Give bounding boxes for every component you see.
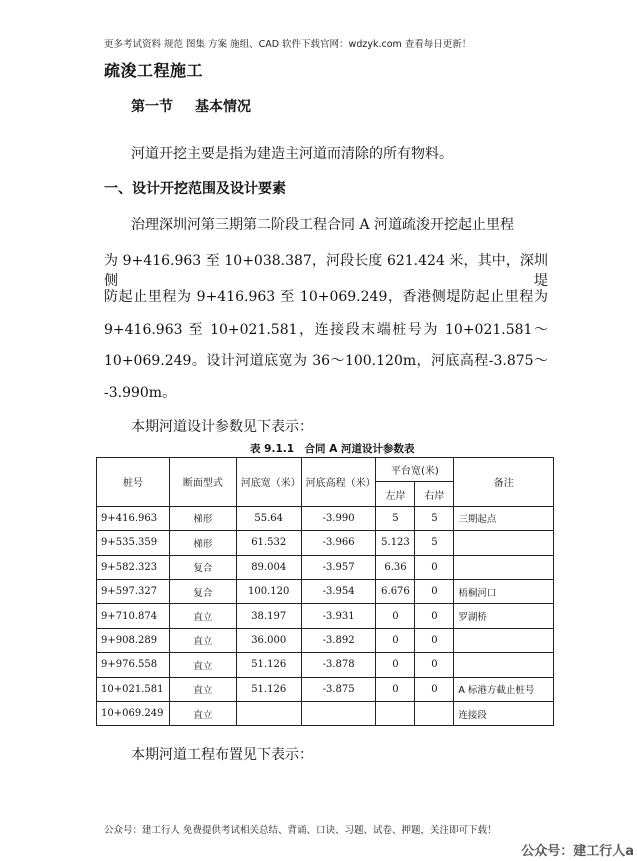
cell-section-type: 梯形 [169, 531, 236, 555]
cell-bottom-width: 51.126 [236, 653, 301, 677]
cell-right-bank: 0 [415, 677, 454, 701]
cell-section-type: 直立 [169, 701, 236, 725]
cell-bottom-elevation: -3.892 [301, 628, 376, 652]
cell-station: 9+597.327 [97, 579, 170, 603]
header-bottom-elevation: 河底高程（米） [301, 458, 376, 507]
cell-right-bank: 0 [415, 604, 454, 628]
cell-remarks: 三期起点 [454, 506, 554, 530]
cell-right-bank: 5 [415, 506, 454, 530]
design-paragraph-line: 治理深圳河第三期第二阶段工程合同 A 河道疏浚开挖起止里程 [131, 217, 515, 233]
section-title [131, 96, 251, 116]
table-intro: 本期河道设计参数见下表示： [131, 419, 313, 435]
cell-remarks: 梧桐河口 [454, 579, 554, 603]
cell-left-bank [376, 701, 415, 725]
cell-right-bank: 0 [415, 653, 454, 677]
document-title: 疏浚工程施工 [104, 61, 204, 80]
table-row [97, 604, 554, 628]
cell-bottom-elevation: -3.875 [301, 677, 376, 701]
cell-right-bank: 0 [415, 579, 454, 603]
table-row [97, 531, 554, 555]
design-paragraph-line: -3.990m。 [104, 385, 177, 401]
cell-left-bank: 0 [376, 653, 415, 677]
footer-note: 公众号：建工行人 免费提供考试相关总结、背诵、口诀、习题、试卷、押题，关注即可下载！ [104, 825, 497, 836]
cell-left-bank: 0 [376, 604, 415, 628]
layout-intro: 本期河道工程布置见下表示： [131, 747, 313, 763]
cell-station: 9+416.963 [97, 506, 170, 530]
cell-remarks: A 标港方截止桩号 [454, 677, 554, 701]
cell-left-bank: 6.36 [376, 555, 415, 579]
cell-remarks [454, 531, 554, 555]
cell-left-bank: 0 [376, 677, 415, 701]
header-bottom-width: 河底宽（米） [236, 458, 301, 507]
cell-right-bank: 0 [415, 555, 454, 579]
cell-bottom-elevation [301, 701, 376, 725]
cell-remarks [454, 653, 554, 677]
cell-bottom-elevation: -3.954 [301, 579, 376, 603]
cell-left-bank: 0 [376, 628, 415, 652]
cell-bottom-elevation: -3.990 [301, 506, 376, 530]
cell-remarks [454, 555, 554, 579]
table-row [97, 701, 554, 725]
cell-bottom-width: 55.64 [236, 506, 301, 530]
cell-remarks: 连接段 [454, 701, 554, 725]
table-caption: 表 9.1.1 合同 A 河道设计参数表 [250, 443, 415, 455]
cell-station: 10+021.581 [97, 677, 170, 701]
cell-left-bank: 6.676 [376, 579, 415, 603]
cell-bottom-width: 61.532 [236, 531, 301, 555]
cell-station: 9+710.874 [97, 604, 170, 628]
cell-bottom-width: 38.197 [236, 604, 301, 628]
design-paragraph-line: 为 9+416.963 至 10+038.387，河段长度 621.424 米，其中，深圳侧堤 [104, 253, 548, 289]
cell-bottom-elevation: -3.966 [301, 531, 376, 555]
section-number: 第一节 [131, 99, 173, 115]
design-paragraph-line: 10+069.249。设计河道底宽为 36～100.120m，河底高程-3.875～ [104, 353, 548, 369]
cell-bottom-elevation: -3.878 [301, 653, 376, 677]
cell-section-type: 直立 [169, 653, 236, 677]
design-paragraph-line: 防起止里程为 9+416.963 至 10+069.249，香港侧堤防起止里程为 [104, 289, 548, 305]
cell-station: 10+069.249 [97, 701, 170, 725]
cell-section-type: 直立 [169, 628, 236, 652]
cell-right-bank: 5 [415, 531, 454, 555]
section-name: 基本情况 [195, 99, 251, 115]
cell-section-type: 直立 [169, 604, 236, 628]
table-row [97, 628, 554, 652]
intro-paragraph: 河道开挖主要是指为建造主河道而清除的所有物料。 [131, 146, 453, 162]
header-right-bank: 右岸 [415, 482, 454, 506]
design-paragraph-line: 9+416.963 至 10+021.581，连接段末端桩号为 10+021.581～ [104, 322, 548, 338]
cell-bottom-width [236, 701, 301, 725]
header-note: 更多考试资料 规范 图集 方案 施组、CAD 软件下载官网：wdzyk.com 查看每日更新！ [104, 39, 472, 50]
header-left-bank: 左岸 [376, 482, 415, 506]
cell-remarks [454, 628, 554, 652]
cell-bottom-width: 36.000 [236, 628, 301, 652]
header-berm-width: 平台宽(米) [376, 458, 454, 482]
table-row [97, 653, 554, 677]
cell-section-type: 复合 [169, 579, 236, 603]
design-parameters-table [96, 457, 554, 726]
table-header-row [97, 458, 554, 482]
cell-station: 9+908.289 [97, 628, 170, 652]
cell-section-type: 直立 [169, 677, 236, 701]
cell-section-type: 梯形 [169, 506, 236, 530]
cell-station: 9+976.558 [97, 653, 170, 677]
cell-right-bank: 0 [415, 628, 454, 652]
table-row [97, 677, 554, 701]
cell-left-bank: 5.123 [376, 531, 415, 555]
cell-bottom-width: 89.004 [236, 555, 301, 579]
cell-station: 9+535.359 [97, 531, 170, 555]
cell-bottom-elevation: -3.957 [301, 555, 376, 579]
cell-left-bank: 5 [376, 506, 415, 530]
table-row [97, 579, 554, 603]
cell-bottom-width: 100.120 [236, 579, 301, 603]
table-row [97, 555, 554, 579]
sub-heading: 一、设计开挖范围及设计要素 [104, 181, 286, 197]
watermark: 公众号：建工行人a [521, 844, 634, 859]
cell-right-bank [415, 701, 454, 725]
cell-bottom-width: 51.126 [236, 677, 301, 701]
table-row [97, 506, 554, 530]
cell-section-type: 复合 [169, 555, 236, 579]
header-section-type: 断面型式 [169, 458, 236, 507]
header-station: 桩号 [97, 458, 170, 507]
header-remarks: 备注 [454, 458, 554, 507]
cell-remarks: 罗湖桥 [454, 604, 554, 628]
cell-bottom-elevation: -3.931 [301, 604, 376, 628]
cell-station: 9+582.323 [97, 555, 170, 579]
